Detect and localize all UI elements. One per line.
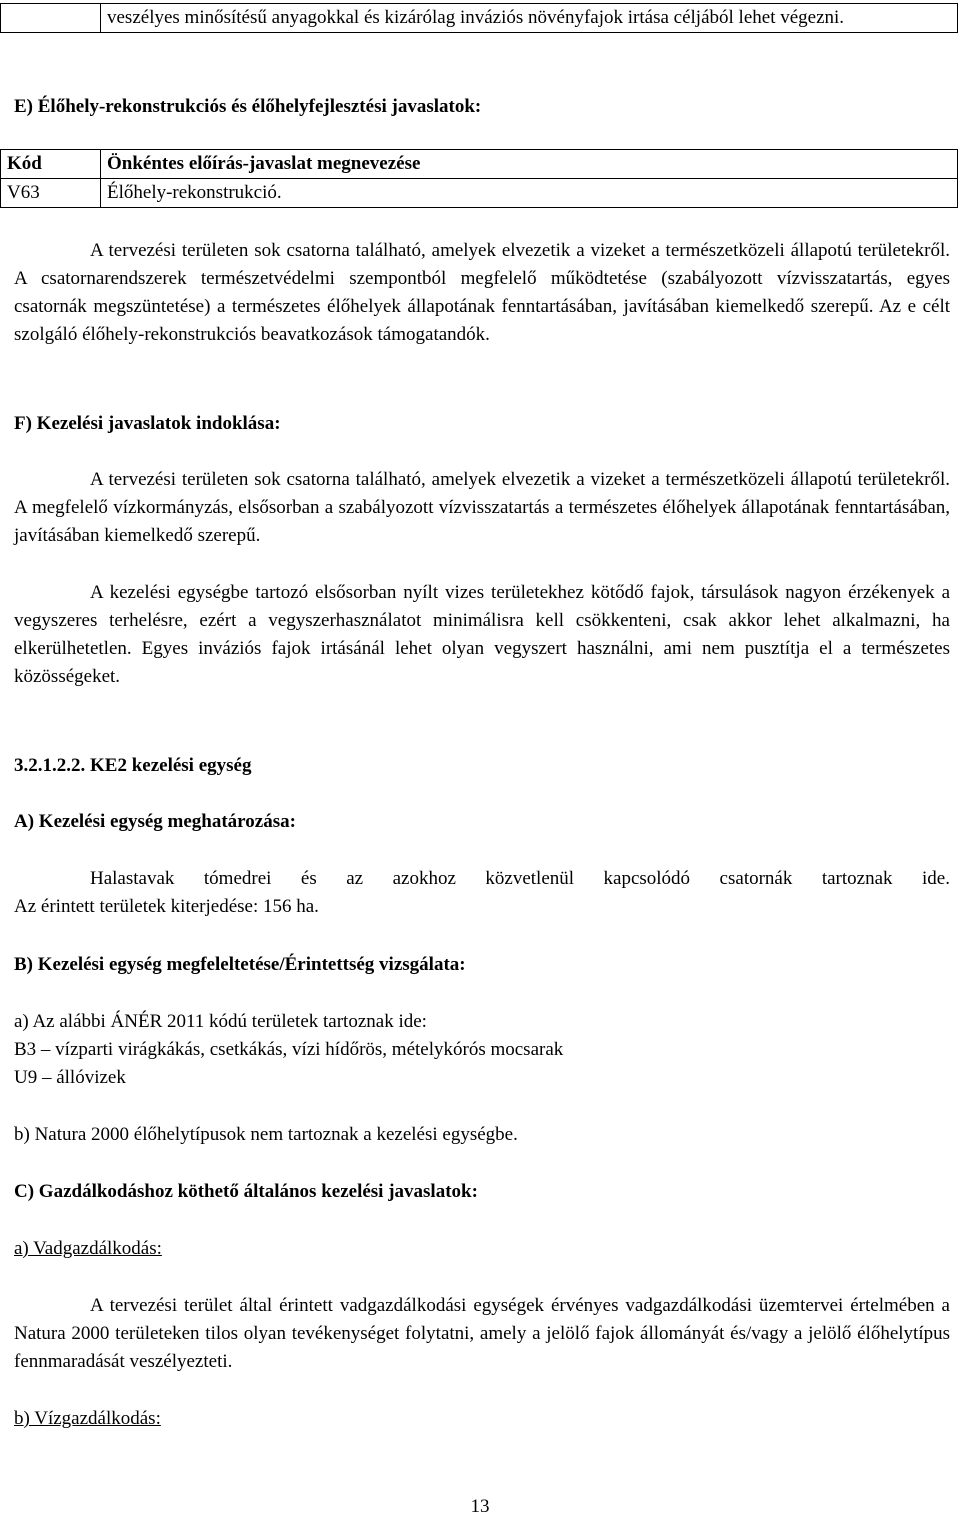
- top-table-empty-cell: [1, 4, 101, 33]
- section-f-paragraph-2: A kezelési egységbe tartozó elsősorban nyílt vizes területekhez kötődő fajok, társulások nagyon érzékenyek a vegyszeres terhelésre, ezért a vegyszerhasználatot minimálisra kell csökkenteni, csak akkor lehet alkalmazni, ha elkerülhetetlen. Egyes inváziós fajok irtásánál lehet olyan vegyszert használni, ami nem pusztítja el a természetes közösségeket.: [14, 582, 950, 687]
- top-table-text-cell: veszélyes minősítésű anyagokkal és kizárólag inváziós növényfajok irtása céljából lehet végezni.: [101, 4, 958, 33]
- page-number: 13: [470, 1496, 490, 1517]
- ke2-a-heading: A) Kezelési egység meghatározása:: [14, 811, 296, 832]
- ke2-b-heading: B) Kezelési egység megfeleltetése/Érintettség vizsgálata:: [14, 954, 466, 975]
- code-table-cell-code: V63: [1, 179, 101, 208]
- code-table-cell-name: Élőhely-rekonstrukció.: [101, 179, 958, 208]
- ke2-c-a-paragraph: A tervezési terület által érintett vadgazdálkodási egységek érvényes vadgazdálkodási üzemtervei értelmében a Natura 2000 területeken tilos olyan tevékenységet folytatni, amely a jelölő fajok állományát és/vagy a jelölő élőhelytípus fennmaradását veszélyezteti.: [14, 1295, 950, 1372]
- ke2-b-b3-line: B3 – vízparti virágkákás, csetkákás, vízi hídőrös, mételykórós mocsarak: [14, 1039, 564, 1060]
- ke2-heading: 3.2.1.2.2. KE2 kezelési egység: [14, 755, 252, 776]
- ke2-c-heading: C) Gazdálkodáshoz köthető általános kezelési javaslatok:: [14, 1181, 478, 1202]
- section-f-heading: F) Kezelési javaslatok indoklása:: [14, 413, 281, 434]
- top-table: [0, 3, 958, 33]
- section-f-paragraph-1: A tervezési területen sok csatorna található, amelyek elvezetik a vizeket a természetközeli állapotú területekről. A megfelelő vízkormányzás, elsősorban a szabályozott vízvisszatartás a természetes élőhelyek állapotának fenntartásában, javításában kiemelkedő szerepű.: [14, 469, 950, 546]
- ke2-c-b-heading: b) Vízgazdálkodás:: [14, 1408, 161, 1429]
- ke2-a-line-2: Az érintett területek kiterjedése: 156 ha.: [14, 896, 319, 917]
- section-e-heading: E) Élőhely-rekonstrukciós és élőhelyfejlesztési javaslatok:: [14, 96, 482, 117]
- ke2-c-a-heading: a) Vadgazdálkodás:: [14, 1238, 162, 1259]
- code-table: [0, 149, 958, 208]
- ke2-a-line-1: Halastavak tómedrei és az azokhoz közvetlenül kapcsolódó csatornák tartoznak ide.: [90, 868, 950, 889]
- code-table-header-code: Kód: [1, 150, 101, 179]
- ke2-b-u9-line: U9 – állóvizek: [14, 1067, 126, 1088]
- section-e-paragraph: A tervezési területen sok csatorna található, amelyek elvezetik a vizeket a természetközeli állapotú területekről. A csatornarendszerek természetvédelmi szempontból megfelelő működtetése (szabályozott vízvisszatartás, egyes csatornák megszüntetése) a természetes élőhelyek állapotának fenntartásában, javításában kiemelkedő szerepű. Az e célt szolgáló élőhely-rekonstrukciós beavatkozások támogatandók.: [14, 240, 950, 345]
- ke2-b-a-line: a) Az alábbi ÁNÉR 2011 kódú területek tartoznak ide:: [14, 1011, 427, 1032]
- code-table-header-name: Önkéntes előírás-javaslat megnevezése: [101, 150, 958, 179]
- ke2-b-b-line: b) Natura 2000 élőhelytípusok nem tartoznak a kezelési egységbe.: [14, 1124, 518, 1145]
